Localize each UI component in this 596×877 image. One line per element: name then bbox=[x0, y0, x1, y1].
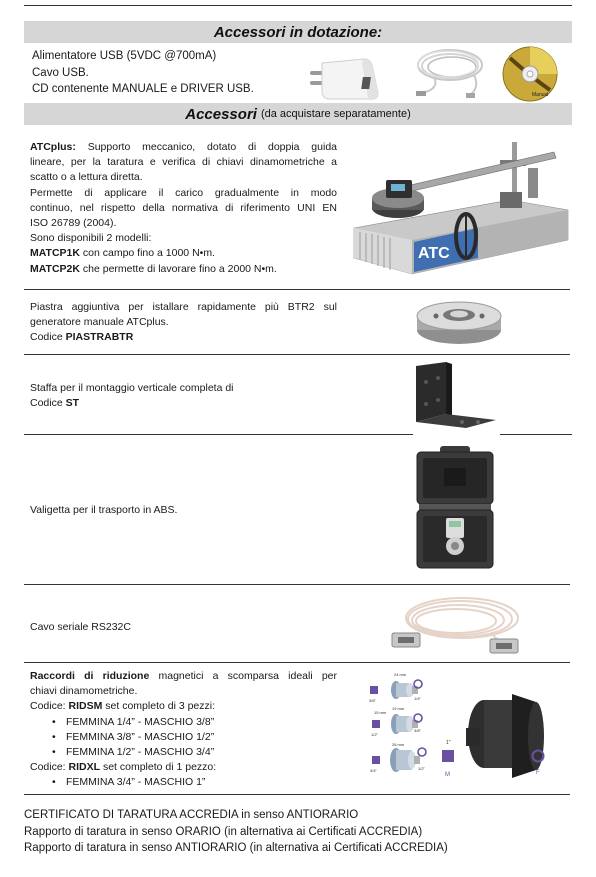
ridxl-list bbox=[30, 775, 337, 790]
atc-model2-code: MATCP2K bbox=[30, 262, 80, 275]
ridxl-text: set completo di 1 pezzo: bbox=[102, 761, 217, 774]
adapter-dim-label: 24 mm bbox=[394, 672, 407, 677]
atc-name: ATCplus: bbox=[30, 141, 76, 153]
piastra-line: Piastra aggiuntiva per istallare rapidamente più BTR2 sul bbox=[30, 301, 337, 313]
row-divider bbox=[24, 794, 570, 795]
ridxl-label: Codice: bbox=[30, 761, 66, 774]
row-divider bbox=[24, 584, 570, 585]
raccordi-line: magnetici a scomparsa ideali per bbox=[158, 670, 338, 682]
adapter-size-label: 3/4" bbox=[532, 740, 541, 746]
row-divider bbox=[24, 662, 570, 663]
row-divider bbox=[24, 354, 570, 355]
certificate-line: Rapporto di taratura in senso ANTIORARIO (in alternativa ai Certificati ACCREDIA) bbox=[24, 842, 448, 854]
included-item: Alimentatore USB (5VDC @700mA) bbox=[32, 50, 217, 62]
adapter-dim-label: 19 mm bbox=[392, 706, 405, 711]
row-divider bbox=[24, 434, 413, 435]
adapter-size-label: 3/4" bbox=[370, 768, 377, 773]
top-divider bbox=[24, 5, 572, 6]
adapter-dim-label: 15 mm bbox=[374, 710, 387, 715]
adapter-male-label: M bbox=[445, 772, 450, 778]
ridsm-list bbox=[30, 715, 337, 761]
cd-label: Manual bbox=[532, 92, 549, 98]
atc-desc-line: ISO 26789 (2004). bbox=[30, 217, 117, 230]
atc-model1-text: con campo fino a 1000 N•m. bbox=[82, 247, 215, 260]
atc-desc-line: continuo, nel rispetto della normativa di riferimento UNI EN bbox=[30, 201, 337, 214]
list-item: • FEMMINA 3/4” - MASCHIO 1” bbox=[30, 775, 337, 790]
list-item: • FEMMINA 3/8” - MASCHIO 1/2” bbox=[30, 730, 337, 745]
atc-desc-line: Sono disponibili 2 modelli: bbox=[30, 232, 152, 245]
atc-desc-line: scatto o a lettura diretta. bbox=[30, 171, 143, 184]
atc-model1-code: MATCP1K bbox=[30, 247, 80, 260]
piastra-plate-image bbox=[414, 296, 504, 352]
piastra-code: PIASTRABTR bbox=[65, 331, 134, 344]
ridsm-code: RIDSM bbox=[68, 700, 103, 713]
ridsm-label: Codice: bbox=[30, 700, 66, 713]
valigetta-line: Valigetta per il trasporto in ABS. bbox=[30, 504, 178, 516]
valigetta-case-image bbox=[416, 446, 494, 570]
row-divider bbox=[500, 434, 572, 435]
cd-image bbox=[502, 46, 558, 102]
adapter-dim-label: 28 mm bbox=[392, 742, 405, 747]
raccordi-description bbox=[30, 669, 337, 791]
cavo-description bbox=[30, 620, 350, 635]
atc-desc-line: lineare, per la taratura e verifica di chiavi dinamometriche a bbox=[30, 156, 337, 169]
atcplus-machine-image bbox=[350, 140, 572, 280]
ridsm-text: set completo di 3 pezzi: bbox=[105, 700, 216, 713]
row-divider bbox=[24, 289, 570, 290]
list-item: • FEMMINA 1/4” - MASCHIO 3/8” bbox=[30, 715, 337, 730]
piastra-line: generatore manuale ATCplus. bbox=[30, 316, 169, 329]
included-list bbox=[32, 48, 254, 98]
included-item: CD contenente MANUALE e DRIVER USB. bbox=[32, 83, 254, 95]
raccordi-name: Raccordi di riduzione bbox=[30, 670, 150, 682]
atc-desc-line: Permette di applicare il carico gradualmente in modo bbox=[30, 186, 337, 199]
adapter-size-label: 3/8" bbox=[369, 698, 376, 703]
piastra-description bbox=[30, 300, 337, 346]
included-item: Cavo USB. bbox=[32, 66, 89, 79]
adapter-size-label: 3/8" bbox=[414, 728, 421, 733]
list-item: • FEMMINA 1/2” - MASCHIO 3/4” bbox=[30, 745, 337, 760]
valigetta-description bbox=[30, 503, 350, 518]
staffa-line: Staffa per il montaggio verticale completa di bbox=[30, 382, 234, 394]
atc-model2-text: che permette di lavorare fino a 2000 N•m. bbox=[82, 262, 277, 275]
adapter-size-label: 1/2" bbox=[418, 766, 425, 771]
staffa-code: ST bbox=[65, 397, 80, 410]
adapter-size-label: 1" bbox=[446, 740, 451, 746]
staffa-description bbox=[30, 381, 350, 411]
certificates-list bbox=[24, 807, 448, 857]
atc-logo: ATC bbox=[418, 245, 450, 262]
optional-accessories-header bbox=[24, 103, 572, 125]
cavo-line: Cavo seriale RS232C bbox=[30, 621, 131, 633]
atc-description bbox=[30, 140, 337, 277]
certificate-line: Rapporto di taratura in senso ORARIO (in alternativa ai Certificati ACCREDIA) bbox=[24, 825, 423, 838]
optional-heading-note: (da acquistare separatamente) bbox=[260, 108, 411, 120]
raccordi-adapters-image bbox=[366, 670, 566, 786]
serial-cable-image bbox=[388, 593, 524, 659]
raccordi-line: chiavi dinamometriche. bbox=[30, 685, 138, 698]
staffa-code-label: Codice bbox=[30, 397, 63, 410]
atc-desc-line: Supporto meccanico, dotato di doppia guida bbox=[87, 141, 337, 153]
usb-cable-image bbox=[414, 45, 492, 99]
usb-adapter-image bbox=[308, 55, 390, 101]
adapter-size-label: 1/4" bbox=[414, 696, 421, 701]
included-heading: Accessori in dotazione: bbox=[213, 23, 383, 41]
included-accessories-header bbox=[24, 21, 572, 43]
certificate-line: CERTIFICATO DI TARATURA ACCREDIA in senso ANTIORARIO bbox=[24, 809, 359, 821]
adapter-size-label: 1/2" bbox=[371, 732, 378, 737]
optional-heading: Accessori bbox=[185, 105, 257, 123]
ridxl-code: RIDXL bbox=[68, 761, 101, 774]
piastra-code-label: Codice bbox=[30, 331, 63, 344]
adapter-female-label: F bbox=[536, 770, 540, 776]
staffa-bracket-image bbox=[412, 360, 498, 428]
